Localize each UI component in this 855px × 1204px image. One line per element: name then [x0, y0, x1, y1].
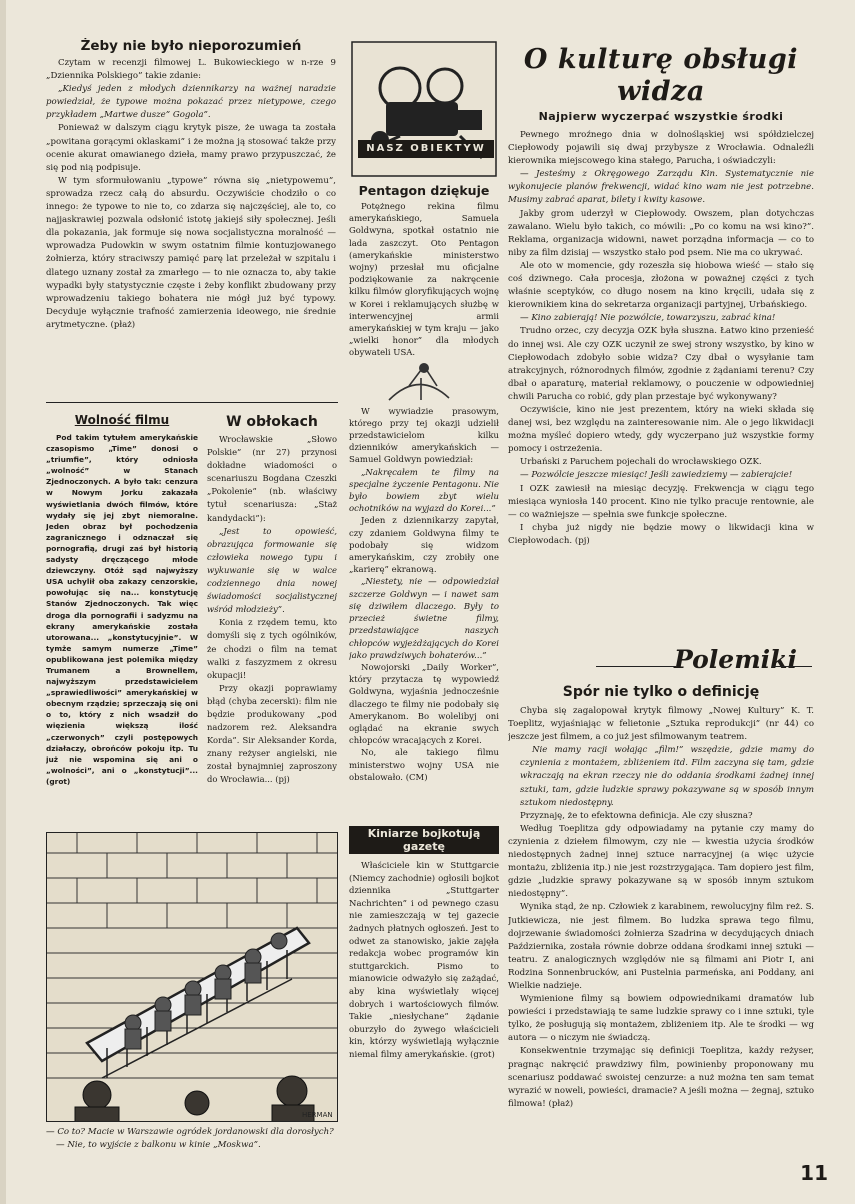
page-number: 11: [800, 1161, 828, 1185]
article-subtitle: Najpierw wyczerpać wszystkie środki: [538, 110, 784, 123]
divider: [596, 666, 676, 667]
svg-text:HERMAN: HERMAN: [302, 1111, 333, 1119]
soldier-sketch: [349, 360, 499, 406]
article-pentagon: Pentagon dziękuje Potężnego rekina filmu amerykańskiego, Samuela Goldwyna, spotkał ostatnio nie lada zaszczyt. Oto Pentagon (amerykańskie ministerstwo wojny) przesłał mu oficjalne podziękowanie za nakręcenie kilku filmów gloryfikujących wojnę w Korei i reklamujących służbę w interwencyjnej armii amerykańskiej w tym kraju — jako „wielki honor” dla młodych obywateli USA. W wywiadzie prasowym, którego przy tej okazji udzielił przedstawicielom kilku dzienników amerykańskich — Samuel Goldwyn powiedział: „Nakręcałem te filmy na specjalne życzenie Pentagonu. Nie było bowiem zbyt wielu ochotników na wyjazd do Korei...” Jeden z dziennikarzy zapytał, czy zdaniem Goldwyna filmy te podobały się widzom amerykańskim, czy zrobiły one „karierę” ekranową. „Niestety, nie — odpowiedział szczerze Goldwyn — i nawet sam się dziwiłem dlaczego. Były to przecież świetne filmy, przedstawiające naszych chłopców wyjeżdżających do Korei jako prawdziwych bohaterów...” Nowojorski „Daily Worker”, który przytacza tę wypowiedź Goldwyna, wyjaśnia jednocześnie dlaczego te filmy nie podobały się Amerykanom. Bo wolelibyj oni oglądać na ekranie swych chłopców wracających z Korei. No, ale takiego filmu ministerstwo wojny USA nie obstalowało. (CM): [349, 183, 499, 783]
cartoon-balcony-illustration: [46, 832, 338, 1122]
divider: [772, 666, 812, 667]
article-title: Pentagon dziękuje: [358, 183, 490, 198]
article-wolnosc: Wolność filmu Pod takim tytułem amerykańskie czasopismo „Time” donosi o „triumfie”, który odniosła „wolność” w Stanach Zjednoczonych. A było tak: cenzura w Nowym Jorku zakazała wyświetlania dwóch filmów, które wydały się jej zbyt niemoralne. Jeden obraz był pochodzenia zagranicznego i odznaczał się pornografią, drugi zaś był historią sadysty dręczącego młode dziewczyny. Otóż sąd najwyższy USA uchylił oba zakazy cenzorskie, powołując się na... konstytucję Stanów Zjednoczonych. Tak więc droga dla pornografii i sadyzmu na ekrany amerykańskie została utorowana... „konstytucyjnie”. W tymże samym numerze „Time” opublikowana jest polemika między Trumanem a Brownellem, najwyższym przedstawicielem „sprawiedliwości” amerykańskiej w obecnym rządzie; sprzeczają się oni o to, który z nich wsadził do więzienia większą ilość „czerwonych” czyli postępowych działaczy, obrońców pokoju itp. Tu już nie wspomina się ani o „wolności”, ani o „konstytucji”... (grot): [46, 413, 198, 786]
nasz-obiektyw-badge: NASZ OBIEKTYW: [358, 140, 494, 158]
soldier-sketch-icon: [349, 360, 499, 406]
article-title: Spór nie tylko o definicję: [562, 684, 760, 700]
article-title: Żeby nie było nieporozumień: [80, 38, 302, 54]
cartoon-drawing: [47, 833, 338, 1122]
article-w-oblokach: W obłokach Wrocławskie „Słowo Polskie” (nr 27) przynosi dokładne wiadomości o scenariuszu Bogdana Czeszki „Pokolenie” (nb. właściwy tytuł scenariusza: „Staż kandydacki”): „Jest to opowieść, obrazująca formowanie się człowieka nowego typu i wykuwanie się w walce codziennego dnia nowej świadomości socjalistycznej wśród młodzieży”. Konia z rzędem temu, kto domyśli się z tych ogólników, że chodzi o film na temat walki z faszyzmem z okresu okupacji! Przy okazji poprawiamy błąd (chyba zecerski): film nie będzie produkowany „pod nadzorem reż. Aleksandra Korda”. Sir Aleksander Korda, znany reżyser angielski, nie został bynajmniej zaproszony do Wrocławia... (pj): [207, 414, 337, 785]
article-title: O kulturę obsługi widza: [523, 44, 799, 107]
article-kiniarze: Kiniarze bojkotują gazetę Właściciele kin w Stuttgarcie (Niemcy zachodnie) ogłosili bojkot dziennika „Stuttgarter Nachrichten” i od pewnego czasu nie zamieszczają w tej gazecie żadnych płatnych ogłoszeń. Jest to odwet za stanowisko, jakie zajęła redakcja wobec programów kin stuttgarckich. Pismo to mianowicie odważyło się zażądać, aby kina wyświetlały więcej dobrych i wartościowych filmów. Takie „niesłychane” żądanie oburzyło do żywego właścicieli kin, którzy wyświetlają wyłącznie niemal filmy amerykańskie. (grot): [349, 827, 499, 1060]
article-spor: Spór nie tylko o definicję Chyba się zagalopował krytyk filmowy „Nowej Kultury” K. T. Toeplitz, wyjaśniając w felietonie „Sztuka reprodukcji” (nr 44) co jeszcze jest filmem, a co już jest sfilmowanym teatrem. Nie mamy racji wołając „film!” wszędzie, gdzie mamy do czynienia z montażem, zbliżeniem itd. Film zaczyna się tam, gdzie wkraczają na ekran rzeczy nie do oddania środkami żadnej innej sztuki, tam, gdzie ludzkie sprawy pokazywane są w sposób innym sztukom niedostępny. Przyznaję, że to efektowna definicja. Ale czy słuszna? Według Toeplitza gdy odpowiadamy na pytanie czy mamy do czynienia z dziełem filmowym, czy nie — kwestia użycia środków niedostępnych żadnej innej sztuce narracyjnej (a więc użycie montażu, zbliżenia itp.) nie jest rozstrzygająca. Tam dopiero jest film, gdzie „ludzkie sprawy pokazywane są w sposób innym sztukom niedostępny”. Wynika stąd, że np. Człowiek z karabinem, rewolucyjny film reż. S. Jutkiewicza, nie jest filmem. Bo ludzka sprawa tego filmu, dojrzewanie świadomości żołnierza Szadrina w decydujących dniach Października, została równie dobrze oddana środkami innej sztuki — teatru. Z analogicznych względów nie są filmami ani Piotr I, ani Rodzina Sonnenbrucków, ani Pustelnia parmeńska, ani Poddany, ani Wielkie nadzieje. Wymienione filmy są bowiem odpowiednikami dramatów lub powieści i przedstawiają te same ludzkie sprawy co i inne sztuki, tyle tylko, że posługują się montażem, zbliżeniem itp. Ale te środki — wg autora — o niczym nie świadczą. Konsekwentnie trzymając się definicji Toeplitza, każdy reżyser, pragnąc nakręcić prawdziwy film, powinienby proponowany mu scenariusz poddawać swoistej cenzurze: a nuż można ten sam temat wyrazić w noweli, powieści, dramacie? A jeśli można — żegnaj, sztuko filmowa! (płaż): [508, 684, 814, 1109]
article-title: W obłokach: [226, 414, 318, 430]
article-zeby: Żeby nie było nieporozumień Czytam w recenzji filmowej L. Bukowieckiego w n-rze 9 „Dziennika Polskiego” takie zdanie: „Kiedyś jeden z młodych dziennikarzy na ważnej naradzie powiedział, że typowe można pokazać przez nietypowe, czego przykładem „Martwe dusze” Gogola”. Ponieważ w dalszym ciągu krytyk pisze, że uwaga ta została „powitana gorącymi oklaskami” i że można ją stosować także przy ocenie akurat omawianego dzieła, mamy prawo przypuszczać, że się pod nią podpisuje. W tym sformułowaniu „typowe” równa się „nietypowemu”, sprowadza rzecz całą do absurdu. Oczywiście chodziło o co innego: że typowe to nie to, co zdarza się najczęściej, ale to, co najjaskrawiej pozwala odsłonić istotę jakiejś siły społecznej. Jeśli dla pokazania, jak formuje się nowa socjalistyczna moralność — wprowadza Pudowkin w swym ostatnim filmie kontuzjowanego żołnierza, który straciwszy pamięć parę lat przeleżał w szpitalu i dlatego uznany został za zmarłego — to nie oznacza to, aby takie wypadki były statystycznie częste i żeby konflikt zbudowany przy wprowadzeniu takiego bohatera nie mógł już być typowy. Decyduje wyłącznie trafność zamierzenia ideowego, nie średnie arytmetyczne. (płaż): [46, 38, 336, 330]
article-title: Wolność filmu: [74, 413, 170, 427]
magazine-page: [6, 0, 855, 1204]
divider: [46, 402, 338, 403]
article-title: Kiniarze bojkotują gazetę: [349, 826, 499, 854]
article-kultura-obslugi: O kulturę obsługi widza Najpierw wyczerpać wszystkie środki Pewnego mroźnego dnia w dolnośląskiej wsi spółdzielczej Ciepłowody pojawili się dwaj przybysze z Wrocławia. Odnaleźli kierownika miejscowego kina stałego, Parucha, i oświadczyli: — Jesteśmy z Okręgowego Zarządu Kin. Systematycznie nie wykonujecie planów frekwencji, widać kino wam nie jest potrzebne. Musimy zabrać aparat, bilety i kwity kasowe. Jakby grom uderzył w Ciepłowody. Owszem, plan dotychczas zawalano. Wielu było takich, co mówili: „Po co komu na wsi kino?”. Reklama, organizacja widowni, nawet porządna informacja — co to niby za film dzisiaj — wszystko stało pod psem. Nie ma co ukrywać. Ale oto w momencie, gdy rozeszła się hiobowa wieść — stało się coś dziwnego. Cała procesja, złożona w poważnej części z tych właśnie sceptyków, co długo nosem na kino kręcili, udała się z kierownikiem kina do sekretarza organizacji partyjnej, Urbańskiego. — Kino zabierają! Nie pozwólcie, towarzyszu, zabrać kina! Trudno orzec, czy decyzja OZK była słuszna. Łatwo kino przenieść do innej wsi. Ale czy OZK uczynił ze swej strony wszystko, by kino w Ciepłowodach zdobyło sobie widza? Czy dbał o wysyłanie tam atrakcyjnych, różnorodnych filmów, zgodnie z żądaniami terenu? Czy dbał o aparaturę, materiał reklamowy, o pouczenie w odpowiedniej chwili Parucha co robić, gdy plan przestaje być wykonywany? Oczywiście, kino nie jest prezentem, który na wieki składa się danej wsi, bez względu na zainteresowanie nim. Ale o jego likwidacji można myśleć dopiero wtedy, gdy wyczerpano już wszystkie formy pomocy i ostrzeżenia. Urbański z Paruchem pojechali do wrocławskiego OZK. — Pozwólcie jeszcze miesiąc! Jeśli zawiedziemy — zabierajcie! I OZK zawiesił na miesiąc decyzję. Frekwencja w ciągu tego miesiąca wyniosła 140 procent. Kino nie tylko pracuje rentownie, ale — co ważniejsze — spełnia swe funkcje społeczne. I chyba już nigdy nie będzie mowy o likwidacji kina w Ciepłowodach. (pj): [508, 44, 814, 546]
polemiki-heading: Polemiki: [674, 645, 797, 674]
cartoon-caption: — Co to? Macie w Warszawie ogródek jordanowski dla dorosłych? — Nie, to wyjście z balkonu w kinie „Moskwa”.: [46, 1127, 334, 1150]
